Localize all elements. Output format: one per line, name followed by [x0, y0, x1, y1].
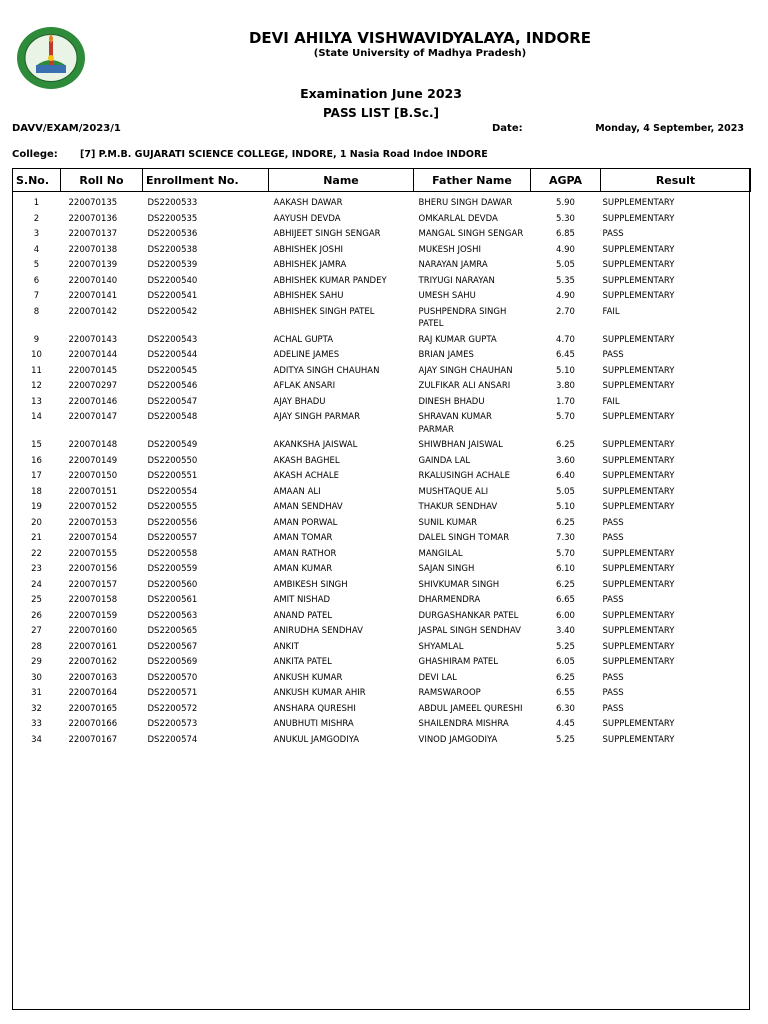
table-row — [13, 672, 751, 688]
cell-agpa: 5.90 — [556, 198, 575, 208]
cell-name: ANKITA PATEL — [273, 657, 332, 667]
cell-name: AKASH BAGHEL — [273, 455, 340, 466]
university-subtitle: (State University of Madhya Pradesh) — [313, 48, 527, 59]
cell-sno: 9 — [33, 334, 40, 345]
table-row — [13, 275, 751, 291]
cell-roll-no: 220070149 — [68, 455, 118, 466]
cell-sno: 6 — [33, 275, 40, 286]
cell-father-name: SAJAN SINGH — [418, 564, 475, 574]
cell-father-name: MUSHTAQUE ALI — [418, 486, 489, 497]
table-row — [13, 734, 751, 750]
cell-name: ADELINE JAMES — [273, 350, 340, 360]
cell-result: SUPPLEMENTARY — [602, 213, 675, 224]
cell-father-name: JASPAL SINGH SENDHAV — [418, 626, 521, 636]
table-row — [13, 501, 751, 517]
cell-roll-no: 220070166 — [68, 719, 118, 729]
pass-list-table — [12, 168, 751, 749]
cell-result: SUPPLEMENTARY — [602, 719, 675, 729]
cell-enrollment: DS2200539 — [147, 260, 198, 270]
cell-agpa: 5.70 — [556, 548, 575, 559]
cell-enrollment: DS2200551 — [147, 471, 198, 481]
cell-enrollment: DS2200533 — [147, 198, 198, 208]
cell-agpa: 2.70 — [556, 306, 575, 317]
table-row — [13, 244, 751, 260]
table-row — [13, 703, 751, 719]
col-header-result: Result — [601, 169, 751, 192]
table-row — [13, 470, 751, 486]
cell-name: ABHISHEK JAMRA — [273, 260, 347, 270]
cell-roll-no: 220070160 — [68, 626, 118, 636]
col-header-enrollment: Enrollment No. — [143, 169, 269, 192]
cell-name: AMBIKESH SINGH — [273, 579, 348, 590]
table-row — [13, 687, 751, 703]
cell-roll-no: 220070158 — [68, 595, 118, 605]
cell-father-name: BRIAN JAMES — [418, 350, 474, 360]
table-row — [13, 396, 751, 412]
cell-sno: 16 — [31, 455, 42, 466]
cell-result: PASS — [602, 703, 624, 714]
cell-name: ACHAL GUPTA — [273, 334, 334, 345]
cell-father-name: RKALUSINGH ACHALE — [418, 471, 511, 481]
cell-name: ADITYA SINGH CHAUHAN — [273, 365, 380, 376]
cell-father-name: GAINDA LAL — [418, 455, 471, 466]
cell-enrollment: DS2200543 — [147, 334, 198, 345]
cell-enrollment: DS2200541 — [147, 291, 198, 301]
cell-roll-no: 220070155 — [68, 548, 118, 559]
cell-result: PASS — [602, 229, 624, 239]
cell-sno: 5 — [33, 260, 40, 270]
cell-sno: 15 — [31, 440, 42, 450]
cell-enrollment: DS2200574 — [147, 734, 198, 745]
university-name: DEVI AHILYA VISHWAVIDYALAYA, INDORE — [248, 29, 592, 47]
college-value: [7] P.M.B. GUJARATI SCIENCE COLLEGE, INDORE, 1 Nasia Road Indoe INDORE — [80, 149, 488, 160]
cell-enrollment: DS2200546 — [147, 381, 198, 391]
cell-sno: 24 — [31, 579, 42, 590]
cell-result: PASS — [602, 688, 624, 698]
cell-name: ABHISHEK SINGH PATEL — [273, 306, 375, 317]
cell-roll-no: 220070162 — [68, 657, 118, 667]
cell-sno: 12 — [31, 381, 42, 391]
cell-agpa: 5.25 — [556, 641, 575, 652]
cell-result: PASS — [602, 517, 624, 528]
cell-father-name: SHRAVAN KUMAR PARMAR — [418, 412, 492, 435]
cell-enrollment: DS2200563 — [147, 610, 198, 621]
cell-result: FAIL — [602, 396, 620, 407]
table-row — [13, 334, 751, 350]
cell-father-name: DURGASHANKAR PATEL — [418, 610, 519, 621]
cell-sno: 11 — [31, 365, 42, 376]
cell-father-name: SHIVKUMAR SINGH — [418, 579, 500, 590]
cell-agpa: 4.90 — [556, 244, 575, 255]
cell-father-name: UMESH SAHU — [418, 291, 476, 301]
cell-sno: 13 — [31, 396, 42, 407]
cell-enrollment: DS2200572 — [147, 703, 198, 714]
cell-roll-no: 220070163 — [68, 672, 118, 683]
table-row — [13, 228, 751, 244]
cell-result: SUPPLEMENTARY — [602, 657, 675, 667]
cell-roll-no: 220070150 — [68, 471, 118, 481]
cell-roll-no: 220070140 — [68, 275, 118, 286]
cell-agpa: 6.40 — [556, 471, 575, 481]
cell-agpa: 4.90 — [556, 291, 575, 301]
cell-name: AMAN SENDHAV — [273, 502, 343, 512]
cell-sno: 8 — [33, 306, 40, 317]
cell-sno: 27 — [31, 626, 42, 636]
cell-father-name: SUNIL KUMAR — [418, 517, 478, 528]
cell-enrollment: DS2200558 — [147, 548, 198, 559]
table-row — [13, 486, 751, 502]
cell-roll-no: 220070156 — [68, 564, 118, 574]
cell-enrollment: DS2200536 — [147, 229, 198, 239]
cell-sno: 10 — [31, 350, 42, 360]
cell-sno: 3 — [33, 229, 40, 239]
cell-sno: 25 — [31, 595, 42, 605]
cell-roll-no: 220070153 — [68, 517, 118, 528]
cell-roll-no: 220070145 — [68, 365, 118, 376]
cell-name: ANIRUDHA SENDHAV — [273, 626, 363, 636]
cell-roll-no: 220070148 — [68, 440, 118, 450]
cell-sno: 34 — [31, 734, 42, 745]
cell-agpa: 3.80 — [556, 381, 575, 391]
cell-name: AAYUSH DEVDA — [273, 213, 341, 224]
cell-enrollment: DS2200545 — [147, 365, 198, 376]
cell-sno: 30 — [31, 672, 42, 683]
cell-sno: 32 — [31, 703, 42, 714]
cell-father-name: VINOD JAMGODIYA — [418, 734, 498, 745]
cell-sno: 19 — [31, 502, 42, 512]
col-header-roll: Roll No — [61, 169, 143, 192]
cell-enrollment: DS2200538 — [147, 244, 198, 255]
cell-name: AKANKSHA JAISWAL — [273, 440, 358, 450]
cell-sno: 14 — [31, 412, 42, 422]
cell-agpa: 6.25 — [556, 672, 575, 683]
table-row — [13, 594, 751, 610]
cell-roll-no: 220070139 — [68, 260, 118, 270]
cell-enrollment: DS2200573 — [147, 719, 198, 729]
cell-sno: 31 — [31, 688, 42, 698]
table-row — [13, 641, 751, 657]
cell-agpa: 6.65 — [556, 595, 575, 605]
cell-result: FAIL — [602, 306, 620, 317]
cell-father-name: BHERU SINGH DAWAR — [418, 198, 513, 208]
cell-father-name: ZULFIKAR ALI ANSARI — [418, 381, 511, 391]
cell-roll-no: 220070144 — [68, 350, 118, 360]
cell-sno: 28 — [31, 641, 42, 652]
cell-roll-no: 220070297 — [68, 381, 118, 391]
cell-result: SUPPLEMENTARY — [602, 579, 675, 590]
cell-name: ANKUSH KUMAR — [273, 672, 343, 683]
table-row — [13, 411, 751, 439]
cell-sno: 22 — [31, 548, 42, 559]
cell-agpa: 5.30 — [556, 213, 575, 224]
cell-result: SUPPLEMENTARY — [602, 244, 675, 255]
table-row — [13, 610, 751, 626]
cell-result: SUPPLEMENTARY — [602, 291, 675, 301]
date-label: Date: — [492, 123, 523, 134]
cell-roll-no: 220070143 — [68, 334, 118, 345]
table-row — [13, 532, 751, 548]
cell-father-name: GHASHIRAM PATEL — [418, 657, 499, 667]
cell-agpa: 5.70 — [556, 412, 575, 422]
table-row — [13, 306, 751, 334]
col-header-name: Name — [269, 169, 414, 192]
cell-father-name: TRIYUGI NARAYAN — [418, 275, 495, 286]
cell-name: ABHISHEK SAHU — [273, 291, 344, 301]
cell-father-name: MANGAL SINGH SENGAR — [418, 229, 524, 239]
cell-enrollment: DS2200544 — [147, 350, 198, 360]
cell-sno: 17 — [31, 471, 42, 481]
cell-roll-no: 220070142 — [68, 306, 118, 317]
cell-name: AMAN TOMAR — [273, 533, 333, 543]
cell-sno: 29 — [31, 657, 42, 667]
table-row — [13, 656, 751, 672]
cell-name: ANSHARA QURESHI — [273, 703, 356, 714]
table-row — [13, 439, 751, 455]
cell-roll-no: 220070152 — [68, 502, 118, 512]
table-row — [13, 290, 751, 306]
cell-name: ANAND PATEL — [273, 610, 333, 621]
college-label: College: — [12, 149, 58, 160]
cell-father-name: MANGILAL — [418, 548, 463, 559]
cell-result: SUPPLEMENTARY — [602, 610, 675, 621]
cell-enrollment: DS2200555 — [147, 502, 198, 512]
cell-result: SUPPLEMENTARY — [602, 502, 675, 512]
cell-name: AJAY SINGH PARMAR — [273, 412, 361, 422]
cell-father-name: DHARMENDRA — [418, 595, 481, 605]
cell-father-name: ABDUL JAMEEL QURESHI — [418, 703, 523, 714]
cell-agpa: 6.10 — [556, 564, 575, 574]
cell-roll-no: 220070154 — [68, 533, 118, 543]
cell-enrollment: DS2200567 — [147, 641, 198, 652]
cell-name: AMAN KUMAR — [273, 564, 333, 574]
cell-roll-no: 220070137 — [68, 229, 118, 239]
table-row — [13, 625, 751, 641]
cell-enrollment: DS2200542 — [147, 306, 198, 317]
cell-result: PASS — [602, 672, 624, 683]
cell-name: AKASH ACHALE — [273, 471, 339, 481]
cell-enrollment: DS2200556 — [147, 517, 198, 528]
cell-father-name: THAKUR SENDHAV — [418, 502, 498, 512]
cell-enrollment: DS2200548 — [147, 412, 198, 422]
cell-roll-no: 220070146 — [68, 396, 118, 407]
cell-result: PASS — [602, 350, 624, 360]
table-row — [13, 349, 751, 365]
cell-result: SUPPLEMENTARY — [602, 641, 675, 652]
table-header-row — [13, 169, 751, 192]
cell-enrollment: DS2200559 — [147, 564, 198, 574]
col-header-sno: S.No. — [13, 169, 61, 192]
cell-result: SUPPLEMENTARY — [602, 564, 675, 574]
cell-enrollment: DS2200550 — [147, 455, 198, 466]
cell-enrollment: DS2200554 — [147, 486, 198, 497]
cell-roll-no: 220070165 — [68, 703, 118, 714]
table-row — [13, 380, 751, 396]
cell-roll-no: 220070141 — [68, 291, 118, 301]
col-header-agpa: AGPA — [531, 169, 601, 192]
table-row — [13, 517, 751, 533]
cell-agpa: 7.30 — [556, 533, 575, 543]
cell-agpa: 5.35 — [556, 275, 575, 286]
table-row — [13, 365, 751, 381]
pass-list-title: PASS LIST [B.Sc.] — [322, 106, 439, 120]
col-header-father: Father Name — [414, 169, 531, 192]
cell-father-name: SHIWBHAN JAISWAL — [418, 440, 503, 450]
cell-enrollment: DS2200565 — [147, 626, 198, 636]
cell-agpa: 6.55 — [556, 688, 575, 698]
cell-father-name: AJAY SINGH CHAUHAN — [418, 365, 513, 376]
cell-result: SUPPLEMENTARY — [602, 548, 675, 559]
table-row — [13, 192, 751, 213]
cell-father-name: PUSHPENDRA SINGH PATEL — [418, 306, 507, 329]
cell-sno: 2 — [33, 213, 40, 224]
cell-name: ABHISHEK JOSHI — [273, 244, 343, 255]
cell-result: SUPPLEMENTARY — [602, 381, 675, 391]
table-row — [13, 213, 751, 229]
cell-father-name: DALEL SINGH TOMAR — [418, 533, 510, 543]
cell-name: ANUKUL JAMGODIYA — [273, 734, 360, 745]
cell-enrollment: DS2200557 — [147, 533, 198, 543]
cell-father-name: RAMSWAROOP — [418, 688, 481, 698]
cell-roll-no: 220070147 — [68, 412, 118, 422]
cell-agpa: 6.30 — [556, 703, 575, 714]
cell-enrollment: DS2200549 — [147, 440, 198, 450]
cell-name: AFLAK ANSARI — [273, 381, 336, 391]
cell-agpa: 6.25 — [556, 517, 575, 528]
cell-agpa: 6.00 — [556, 610, 575, 621]
cell-agpa: 6.45 — [556, 350, 575, 360]
cell-father-name: RAJ KUMAR GUPTA — [418, 334, 497, 345]
cell-name: ABHISHEK KUMAR PANDEY — [273, 275, 387, 286]
cell-result: PASS — [602, 533, 624, 543]
cell-roll-no: 220070161 — [68, 641, 118, 652]
cell-agpa: 1.70 — [556, 396, 575, 407]
table-row — [13, 259, 751, 275]
table-row — [13, 563, 751, 579]
cell-enrollment: DS2200535 — [147, 213, 198, 224]
cell-agpa: 6.05 — [556, 657, 575, 667]
cell-roll-no: 220070138 — [68, 244, 118, 255]
cell-agpa: 6.85 — [556, 229, 575, 239]
cell-enrollment: DS2200569 — [147, 657, 198, 667]
cell-result: SUPPLEMENTARY — [602, 334, 675, 345]
cell-roll-no: 220070167 — [68, 734, 118, 745]
cell-result: SUPPLEMENTARY — [602, 275, 675, 286]
cell-agpa: 4.70 — [556, 334, 575, 345]
cell-name: AAKASH DAWAR — [273, 198, 343, 208]
cell-agpa: 5.25 — [556, 734, 575, 745]
cell-father-name: OMKARLAL DEVDA — [418, 213, 498, 224]
cell-father-name: SHAILENDRA MISHRA — [418, 719, 509, 729]
cell-sno: 33 — [31, 719, 42, 729]
cell-sno: 1 — [33, 198, 40, 208]
cell-father-name: NARAYAN JAMRA — [418, 260, 488, 270]
cell-agpa: 6.25 — [556, 579, 575, 590]
cell-name: ANUBHUTI MISHRA — [273, 719, 354, 729]
cell-result: SUPPLEMENTARY — [602, 440, 675, 450]
exam-title: Examination June 2023 — [300, 86, 462, 101]
cell-result: SUPPLEMENTARY — [602, 734, 675, 745]
cell-sno: 23 — [31, 564, 42, 574]
cell-roll-no: 220070135 — [68, 198, 118, 208]
cell-name: AMIT NISHAD — [273, 595, 331, 605]
cell-roll-no: 220070151 — [68, 486, 118, 497]
cell-roll-no: 220070164 — [68, 688, 118, 698]
cell-enrollment: DS2200560 — [147, 579, 198, 590]
cell-result: SUPPLEMENTARY — [602, 455, 675, 466]
cell-roll-no: 220070136 — [68, 213, 118, 224]
cell-agpa: 3.40 — [556, 626, 575, 636]
cell-sno: 21 — [31, 533, 42, 543]
cell-sno: 18 — [31, 486, 42, 497]
cell-name: AJAY BHADU — [273, 396, 326, 407]
cell-agpa: 5.10 — [556, 365, 575, 376]
cell-father-name: SHYAMLAL — [418, 641, 464, 652]
cell-name: AMAAN ALI — [273, 486, 321, 497]
cell-roll-no: 220070157 — [68, 579, 118, 590]
cell-enrollment: DS2200570 — [147, 672, 198, 683]
cell-agpa: 4.45 — [556, 719, 575, 729]
reference-number: DAVV/EXAM/2023/1 — [12, 123, 121, 134]
table-row — [13, 718, 751, 734]
table-row — [13, 579, 751, 595]
cell-sno: 26 — [31, 610, 42, 621]
cell-result: SUPPLEMENTARY — [602, 471, 675, 481]
cell-enrollment: DS2200571 — [147, 688, 198, 698]
cell-father-name: DEVI LAL — [418, 672, 457, 683]
cell-agpa: 5.10 — [556, 502, 575, 512]
date-value: Monday, 4 September, 2023 — [595, 123, 744, 134]
table-row — [13, 455, 751, 471]
cell-result: SUPPLEMENTARY — [602, 412, 675, 422]
cell-result: SUPPLEMENTARY — [602, 365, 675, 376]
cell-name: ABHIJEET SINGH SENGAR — [273, 229, 381, 239]
cell-agpa: 5.05 — [556, 260, 575, 270]
cell-result: SUPPLEMENTARY — [602, 486, 675, 497]
cell-result: SUPPLEMENTARY — [602, 626, 675, 636]
cell-name: AMAN RATHOR — [273, 548, 337, 559]
cell-roll-no: 220070159 — [68, 610, 118, 621]
cell-sno: 4 — [33, 244, 40, 255]
cell-father-name: DINESH BHADU — [418, 396, 485, 407]
cell-sno: 20 — [31, 517, 42, 528]
cell-enrollment: DS2200547 — [147, 396, 198, 407]
cell-result: PASS — [602, 595, 624, 605]
cell-agpa: 3.60 — [556, 455, 575, 466]
cell-enrollment: DS2200561 — [147, 595, 198, 605]
cell-result: SUPPLEMENTARY — [602, 260, 675, 270]
cell-father-name: MUKESH JOSHI — [418, 244, 481, 255]
cell-agpa: 5.05 — [556, 486, 575, 497]
cell-name: ANKUSH KUMAR AHIR — [273, 688, 366, 698]
cell-agpa: 6.25 — [556, 440, 575, 450]
cell-name: AMAN PORWAL — [273, 517, 338, 528]
cell-result: SUPPLEMENTARY — [602, 198, 675, 208]
cell-sno: 7 — [33, 291, 40, 301]
cell-name: ANKIT — [273, 641, 299, 652]
cell-enrollment: DS2200540 — [147, 275, 198, 286]
table-row — [13, 548, 751, 564]
